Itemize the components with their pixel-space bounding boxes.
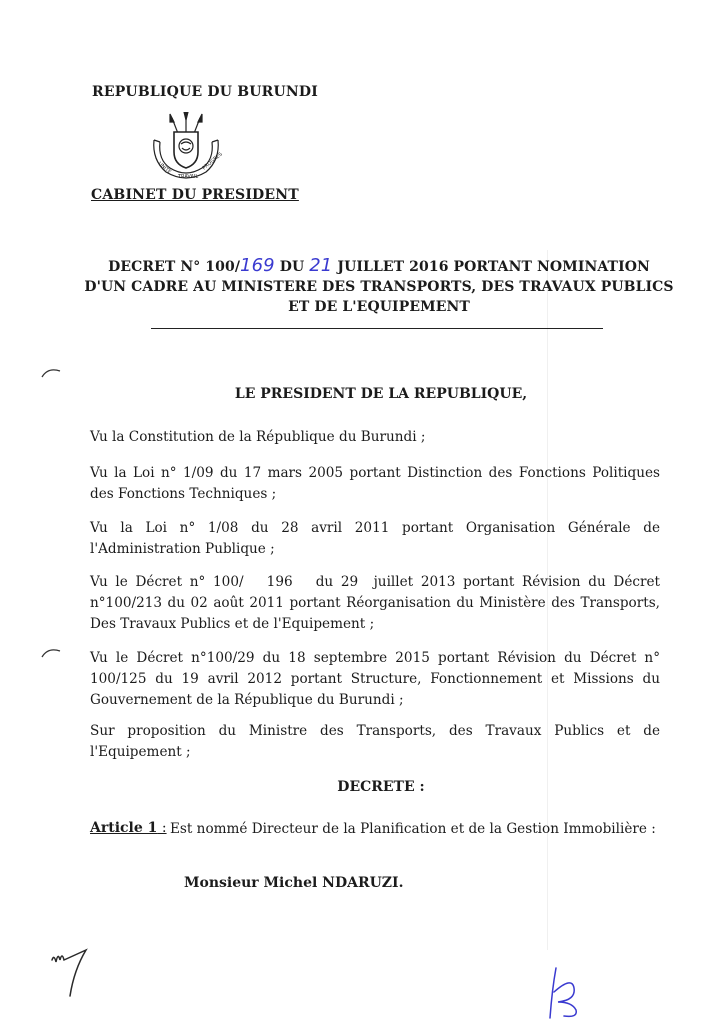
article-1-text: Est nommé Directeur de la Planification et de la Gestion Immobilière : [170,821,656,837]
svg-text:UNITE: UNITE [156,160,173,176]
consideration-loi-1-08: Vu la Loi n° 1/08 du 28 avril 2011 portant Organisation Générale de l'Administration Publique ; [90,520,660,557]
coat-of-arms-emblem [146,112,226,188]
consideration-loi-1-09: Vu la Loi n° 1/09 du 17 mars 2005 portant Distinction des Fonctions Politiques des Fonctions Techniques ; [90,465,660,502]
decree-title-line3: ET DE L'EQUIPEMENT [288,299,470,315]
handwritten-initials [48,946,98,1002]
cabinet-heading: CABINET DU PRESIDENT [91,187,299,203]
decree-title [84,256,674,317]
consideration-decret-100-29: Vu le Décret n°100/29 du 18 septembre 2015 portant Révision du Décret n° 100/125 du 19 avril 2012 portant Structure, Fonctionnement et Missions du Gouvernement de la République du Burundi ; [90,650,660,708]
consideration-constitution: Vu la Constitution de la République du Burundi ; [90,429,426,445]
decree-title-rest: JUILLET 2016 PORTANT NOMINATION [337,259,650,275]
margin-tick-mark [40,364,62,383]
handwritten-decree-number: 169 [240,255,275,276]
article-1-label-text: Article 1 [90,820,158,836]
margin-tick-mark [40,644,62,663]
handwritten-day: 21 [309,255,333,276]
decree-du: DU [279,259,305,275]
consideration-proposition: Sur proposition du Ministre des Transports, des Travaux Publics et de l'Equipement ; [90,723,660,760]
decree-title-line2: D'UN CADRE AU MINISTERE DES TRANSPORTS, DES TRAVAUX PUBLICS [84,279,674,295]
consideration-decret-100-196: Vu le Décret n° 100/ 196 du 29 juillet 2013 portant Révision du Décret n°100/213 du 02 août 2011 portant Réorganisation du Ministère des Transports, Des Travaux Publics et de l'Equipement ; [90,574,665,632]
svg-text:TRAVAIL: TRAVAIL [178,174,199,180]
decree-number-prefix: DECRET N° 100/ [108,259,241,275]
decrete-heading: DECRETE : [337,779,425,795]
article-1-label: Article 1 : [90,820,167,836]
handwritten-paraph [542,966,586,1024]
president-heading: LE PRESIDENT DE LA REPUBLIQUE, [234,386,528,402]
title-divider [151,328,603,329]
svg-text:PROGRES: PROGRES [201,151,224,172]
nominee-name: Monsieur Michel NDARUZI. [184,875,404,891]
country-heading: REPUBLIQUE DU BURUNDI [92,84,319,100]
decree-title-line1 [84,256,674,277]
